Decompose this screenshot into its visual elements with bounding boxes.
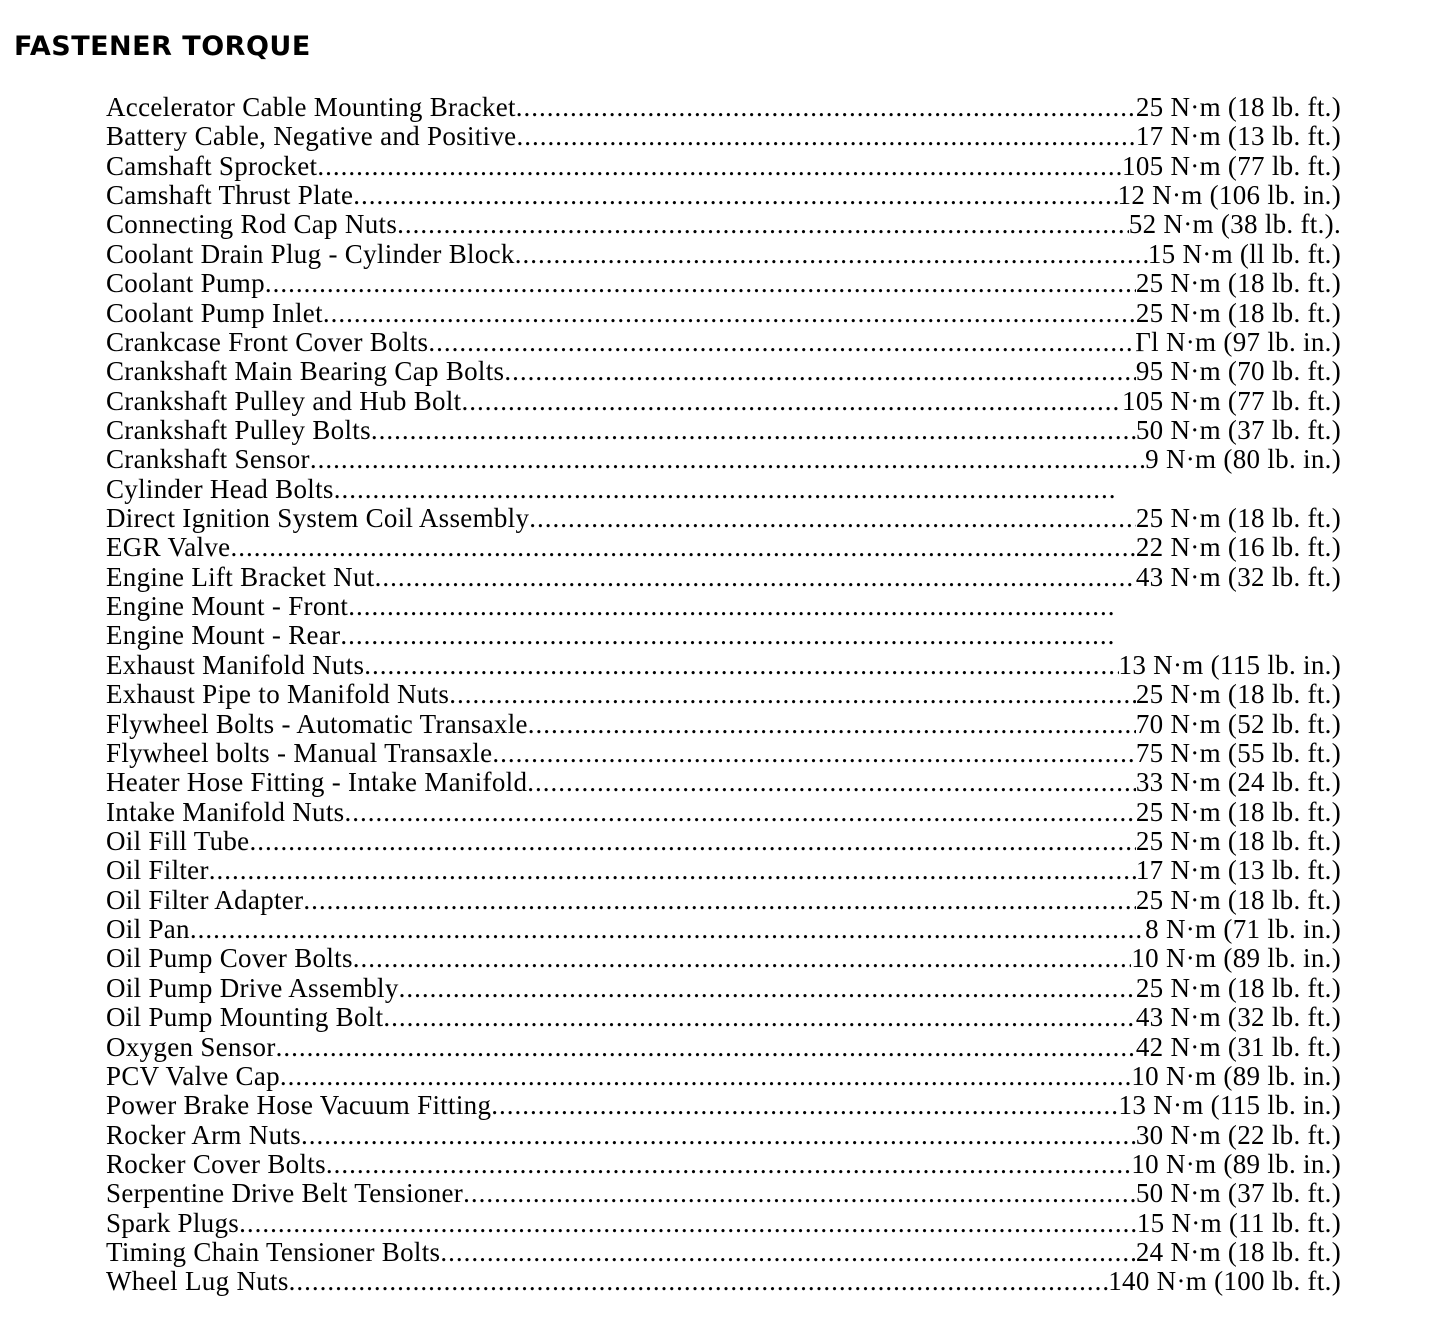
dot-leader	[190, 915, 1145, 944]
fastener-name: Oxygen Sensor	[106, 1032, 276, 1062]
dot-leader	[353, 181, 1117, 210]
dot-leader	[461, 387, 1122, 416]
fastener-name: Camshaft Thrust Plate	[106, 181, 354, 211]
spec-row	[106, 827, 1341, 856]
fastener-name: Wheel Lug Nuts	[106, 1267, 289, 1297]
fastener-name: Coolant Pump Inlet	[106, 298, 323, 328]
torque-value: 95 N·m (70 lb. ft.)	[1135, 357, 1341, 387]
spec-row	[106, 240, 1341, 269]
torque-value: 25 N·m (18 lb. ft.)	[1135, 93, 1341, 122]
dot-leader	[491, 1091, 1118, 1120]
fastener-name: Crankshaft Sensor	[106, 445, 310, 475]
spec-row	[106, 357, 1341, 386]
spec-row	[106, 944, 1341, 973]
torque-value: 140 N·m (100 lb. ft.)	[1108, 1267, 1341, 1297]
spec-row	[106, 1003, 1341, 1032]
torque-value: 10 N·m (89 lb. in.)	[1131, 944, 1341, 974]
dot-leader	[397, 210, 1129, 239]
dot-leader	[230, 533, 1135, 562]
spec-row	[106, 739, 1341, 768]
spec-row	[106, 592, 1341, 621]
fastener-name: PCV Valve Cap	[106, 1061, 280, 1091]
fastener-name: EGR Valve	[106, 533, 231, 563]
fastener-name: Oil Fill Tube	[106, 826, 250, 856]
spec-row	[106, 445, 1341, 474]
spec-row	[106, 798, 1341, 827]
spec-row	[106, 504, 1341, 533]
fastener-name: Crankshaft Main Bearing Cap Bolts	[106, 357, 505, 387]
dot-leader	[348, 592, 1116, 621]
torque-value: 17 N·m (13 lb. ft.)	[1135, 856, 1341, 886]
spec-row	[106, 886, 1341, 915]
spec-row	[106, 974, 1341, 1003]
torque-value: 22 N·m (16 lb. ft.)	[1135, 533, 1341, 563]
spec-row	[106, 387, 1341, 416]
fastener-name: Connecting Rod Cap Nuts	[106, 210, 398, 240]
spec-row	[106, 328, 1341, 357]
fastener-name: Oil Pump Mounting Bolt	[106, 1003, 384, 1033]
spec-row	[106, 93, 1341, 122]
dot-leader	[334, 475, 1116, 504]
fastener-name: Crankshaft Pulley Bolts	[106, 415, 371, 445]
torque-value: 25 N·m (18 lb. ft.)	[1135, 826, 1341, 856]
fastener-name: Cylinder Head Bolts	[106, 474, 334, 504]
fastener-name: Exhaust Manifold Nuts	[106, 650, 365, 680]
dot-leader	[301, 1121, 1136, 1150]
dot-leader	[265, 269, 1136, 298]
dot-leader	[440, 1238, 1136, 1267]
fastener-name: Battery Cable, Negative and Positive	[106, 122, 517, 152]
spec-row	[106, 856, 1341, 885]
spec-row	[106, 651, 1341, 680]
torque-value: 50 N·m (37 lb. ft.)	[1135, 415, 1341, 445]
torque-value: 43 N·m (32 lb. ft.)	[1135, 1003, 1341, 1033]
dot-leader	[375, 563, 1136, 592]
dot-leader	[353, 944, 1132, 973]
spec-row	[106, 680, 1341, 709]
fastener-name: Accelerator Cable Mounting Bracket	[106, 93, 516, 122]
torque-value: 8 N·m (71 lb. in.)	[1145, 915, 1341, 945]
fastener-name: Engine Lift Bracket Nut	[106, 562, 375, 592]
fastener-name: Flywheel Bolts - Automatic Transaxle	[106, 709, 528, 739]
dot-leader	[317, 152, 1122, 181]
torque-value: 12 N·m (106 lb. in.)	[1117, 181, 1341, 211]
fastener-name: Serpentine Drive Belt Tensioner	[106, 1179, 464, 1209]
spec-row	[106, 269, 1341, 298]
torque-value: 52 N·m (38 lb. ft.).	[1128, 210, 1341, 240]
dot-leader	[323, 299, 1136, 328]
dot-leader	[209, 856, 1136, 885]
fastener-name: Camshaft Sprocket	[106, 151, 318, 181]
dot-leader	[310, 445, 1145, 474]
spec-row	[106, 1179, 1341, 1208]
fastener-name: Rocker Arm Nuts	[106, 1120, 301, 1150]
spec-row	[106, 1267, 1341, 1296]
spec-row	[106, 1209, 1341, 1238]
fastener-name: Exhaust Pipe to Manifold Nuts	[106, 680, 450, 710]
torque-value: 33 N·m (24 lb. ft.)	[1135, 768, 1341, 798]
dot-leader	[371, 416, 1136, 445]
fastener-name: Intake Manifold Nuts	[106, 797, 345, 827]
spec-row	[106, 299, 1341, 328]
dot-leader	[528, 710, 1136, 739]
fastener-name: Engine Mount - Rear	[106, 621, 341, 651]
dot-leader	[529, 504, 1136, 533]
spec-row	[106, 1091, 1341, 1120]
dot-leader	[516, 122, 1135, 151]
spec-row	[106, 915, 1341, 944]
fastener-name: Coolant Drain Plug - Cylinder Block	[106, 239, 515, 269]
fastener-name: Spark Plugs	[106, 1208, 240, 1238]
spec-row	[106, 122, 1341, 151]
spec-row	[106, 1238, 1341, 1267]
page-title: FASTENER TORQUE	[14, 31, 311, 63]
fastener-name: Direct Ignition System Coil Assembly	[106, 504, 530, 534]
spec-row	[106, 1121, 1341, 1150]
spec-row	[106, 1033, 1341, 1062]
torque-value: Γl N·m (97 lb. in.)	[1135, 327, 1341, 357]
fastener-name: Oil Pump Cover Bolts	[106, 944, 353, 974]
torque-value: 42 N·m (31 lb. ft.)	[1135, 1032, 1341, 1062]
torque-value: 13 N·m (115 lb. in.)	[1118, 1091, 1341, 1121]
torque-value: 43 N·m (32 lb. ft.)	[1135, 562, 1341, 592]
spec-row	[106, 563, 1341, 592]
torque-spec-list	[106, 93, 1341, 1297]
torque-value: 10 N·m (89 lb. in.)	[1131, 1149, 1341, 1179]
spec-row	[106, 152, 1341, 181]
dot-leader	[463, 1179, 1136, 1208]
dot-leader	[399, 974, 1136, 1003]
dot-leader	[340, 621, 1116, 650]
torque-value: 24 N·m (18 lb. ft.)	[1135, 1238, 1341, 1268]
torque-value: 15 N·m (ll lb. ft.)	[1147, 239, 1341, 269]
spec-row	[106, 475, 1341, 504]
fastener-name: Flywheel bolts - Manual Transaxle	[106, 738, 493, 768]
torque-value: 105 N·m (77 lb. ft.)	[1122, 151, 1341, 181]
dot-leader	[344, 798, 1135, 827]
dot-leader	[428, 328, 1135, 357]
fastener-name: Engine Mount - Front	[106, 592, 349, 622]
dot-leader	[276, 1033, 1136, 1062]
torque-value: 75 N·m (55 lb. ft.)	[1135, 738, 1341, 768]
dot-leader	[280, 1062, 1131, 1091]
torque-value: 15 N·m (11 lb. ft.)	[1136, 1208, 1341, 1238]
dot-leader	[303, 886, 1135, 915]
spec-row	[106, 416, 1341, 445]
torque-value: 105 N·m (77 lb. ft.)	[1122, 386, 1341, 416]
fastener-name: Crankshaft Pulley and Hub Bolt	[106, 386, 462, 416]
torque-value: 70 N·m (52 lb. ft.)	[1135, 709, 1341, 739]
dot-leader	[492, 739, 1135, 768]
spec-row	[106, 210, 1341, 239]
torque-value: 25 N·m (18 lb. ft.)	[1135, 973, 1341, 1003]
spec-row	[106, 181, 1341, 210]
fastener-name: Crankcase Front Cover Bolts	[106, 327, 429, 357]
torque-value: 50 N·m (37 lb. ft.)	[1135, 1179, 1341, 1209]
fastener-name: Oil Filter Adapter	[106, 885, 304, 915]
dot-leader	[449, 680, 1136, 709]
dot-leader	[364, 651, 1118, 680]
dot-leader	[239, 1209, 1137, 1238]
fastener-name: Oil Pan	[106, 915, 190, 945]
spec-row	[106, 621, 1341, 650]
torque-value: 10 N·m (89 lb. in.)	[1131, 1061, 1341, 1091]
torque-value: 25 N·m (18 lb. ft.)	[1135, 298, 1341, 328]
fastener-name: Timing Chain Tensioner Bolts	[106, 1238, 441, 1268]
torque-value: 25 N·m (18 lb. ft.)	[1135, 797, 1341, 827]
dot-leader	[527, 768, 1136, 797]
torque-value: 13 N·m (115 lb. in.)	[1118, 650, 1341, 680]
spec-row	[106, 533, 1341, 562]
torque-value: 25 N·m (18 lb. ft.)	[1135, 269, 1341, 299]
dot-leader	[289, 1267, 1109, 1296]
fastener-name: Oil Filter	[106, 856, 209, 886]
dot-leader	[326, 1150, 1131, 1179]
torque-value: 30 N·m (22 lb. ft.)	[1135, 1120, 1341, 1150]
torque-value: 17 N·m (13 lb. ft.)	[1135, 122, 1341, 152]
dot-leader	[383, 1003, 1135, 1032]
torque-value: 25 N·m (18 lb. ft.)	[1135, 680, 1341, 710]
fastener-name: Coolant Pump	[106, 269, 265, 299]
spec-row	[106, 1150, 1341, 1179]
torque-value: 9 N·m (80 lb. in.)	[1145, 445, 1341, 475]
torque-value: 25 N·m (18 lb. ft.)	[1135, 885, 1341, 915]
dot-leader	[516, 93, 1136, 122]
spec-row	[106, 710, 1341, 739]
torque-value: 25 N·m (18 lb. ft.)	[1135, 504, 1341, 534]
dot-leader	[515, 240, 1148, 269]
spec-row	[106, 768, 1341, 797]
dot-leader	[249, 827, 1135, 856]
dot-leader	[504, 357, 1135, 386]
fastener-name: Heater Hose Fitting - Intake Manifold	[106, 768, 528, 798]
fastener-name: Oil Pump Drive Assembly	[106, 973, 399, 1003]
fastener-name: Power Brake Hose Vacuum Fitting	[106, 1091, 492, 1121]
fastener-name: Rocker Cover Bolts	[106, 1149, 326, 1179]
spec-row	[106, 1062, 1341, 1091]
